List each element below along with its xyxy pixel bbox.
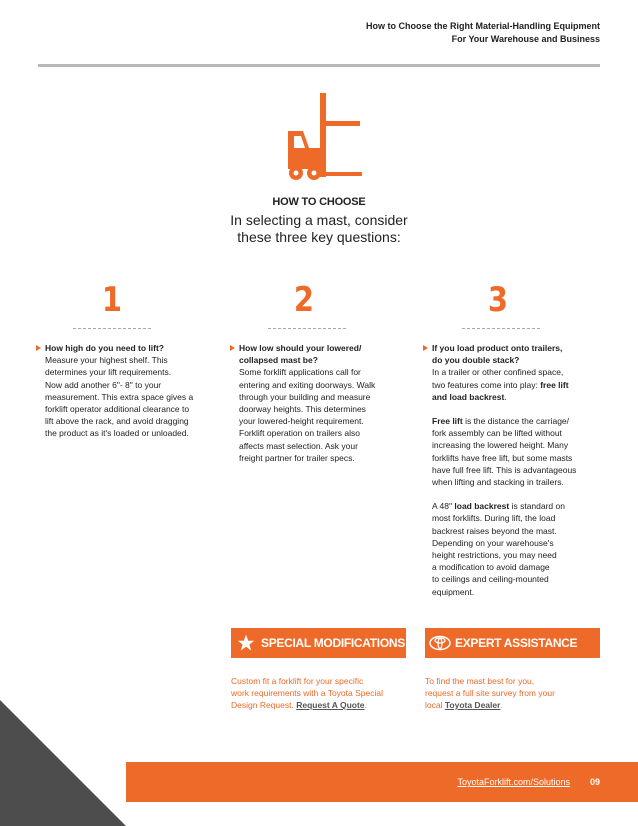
load-backrest-term: load backrest <box>454 501 510 512</box>
q1-body-line: measurement. This extra space gives a <box>45 391 194 402</box>
q3-p3-line: to ceilings and ceiling-mounted <box>432 574 549 585</box>
q3-p3-line: most forklifts. During lift, the load <box>432 513 556 524</box>
free-lift-term: free lift <box>540 379 569 390</box>
q3-p2-line: forklifts have free lift, but some masts <box>432 452 573 463</box>
q3-p1-line: In a trailer or other confined space, <box>432 367 564 378</box>
document-header <box>366 20 600 46</box>
question-1-title: How high do you need to lift? <box>45 342 225 354</box>
special-modifications-label: SPECIAL MODIFICATIONS <box>261 636 405 650</box>
question-2-title: How low should your lowered/ <box>239 342 419 354</box>
expert-assistance-label: EXPERT ASSISTANCE <box>455 636 578 650</box>
expert-assistance-banner <box>425 628 600 658</box>
q2-body-line: entering and exiting doorways. Walk <box>239 379 376 390</box>
bullet-arrow-icon <box>423 345 428 351</box>
toyota-dealer-link[interactable]: Toyota Dealer <box>444 700 501 710</box>
q3-p3-line1: A 48" load backrest is standard on <box>432 501 565 512</box>
q3-p2-line: have full free lift. This is advantageous <box>432 464 577 475</box>
q1-body-line: Now add another 6"- 8" to your <box>45 379 162 390</box>
q3-p3-line: equipment. <box>432 586 475 597</box>
q3-p2-line: when lifting and stacking in trailers. <box>432 477 564 488</box>
toyota-logo-icon <box>425 635 455 651</box>
bullet-arrow-icon <box>230 345 235 351</box>
question-number-2: 2 <box>293 280 315 320</box>
bullet-arrow-icon <box>36 345 41 351</box>
q3-p2-line1: Free lift is the distance the carriage/ <box>432 416 570 427</box>
q1-body-line: lift above the rack, and avoid dragging <box>45 416 189 427</box>
dashed-divider-1 <box>73 328 151 329</box>
request-a-quote-link[interactable]: Request A Quote <box>296 700 365 710</box>
corner-triangle-decoration <box>0 700 126 826</box>
q3-p3-line: height restrictions, you may need <box>432 550 557 561</box>
question-3-block <box>432 342 608 610</box>
q3-paragraph-3 <box>432 500 608 598</box>
q3-paragraph-1 <box>432 366 608 403</box>
q3-p3-line: a modification to avoid damage <box>432 562 550 573</box>
question-3-title: If you load product onto trailers, <box>432 342 608 354</box>
q3-p2-line: increasing the lowered height. Many <box>432 440 569 451</box>
q1-body-line: forklift operator additional clearance to <box>45 404 190 415</box>
header-title-line1: How to Choose the Right Material-Handling Equipment <box>366 21 600 31</box>
q2-body-line: doorway heights. This determines <box>239 404 366 415</box>
q1-body-line: Measure your highest shelf. This <box>45 355 168 366</box>
page-number: 09 <box>589 777 600 787</box>
q3-paragraph-2 <box>432 415 608 488</box>
question-2-title-line2: collapsed mast be? <box>239 355 318 366</box>
how-to-choose-subtitle <box>0 212 638 246</box>
question-1-block <box>45 342 225 440</box>
footer-url-link[interactable]: ToyotaForklift.com/Solutions <box>457 777 570 787</box>
question-2-block <box>239 342 419 464</box>
q2-body-line: Forklift operation on trailers also <box>239 428 360 439</box>
subtitle-line-1: In selecting a mast, consider <box>230 212 408 228</box>
q3-p3-line: Depending on your warehouse's <box>432 537 554 548</box>
q2-body-line: your lowered-height requirement. <box>239 416 364 427</box>
q2-body-line: freight partner for trailer specs. <box>239 452 355 463</box>
q2-body-line: Some forklift applications call for <box>239 367 361 378</box>
q1-body-line: the product as it's loaded or unloaded. <box>45 428 189 439</box>
question-number-1: 1 <box>101 280 123 320</box>
q2-body-line: affects mast selection. Ask your <box>239 440 358 451</box>
how-to-choose-title: HOW TO CHOOSE <box>272 196 366 208</box>
load-backrest-term: and load backrest <box>432 391 505 402</box>
special-modifications-banner <box>231 628 406 658</box>
dashed-divider-2 <box>268 328 346 329</box>
question-number-3: 3 <box>487 280 509 320</box>
q3-p3-line: backrest raises beyond the mast. <box>432 525 557 536</box>
free-lift-term: Free lift <box>432 416 463 427</box>
forklift-icon <box>283 93 363 183</box>
subtitle-line-2: these three key questions: <box>237 229 401 245</box>
q3-p2-line: fork assembly can be lifted without <box>432 428 562 439</box>
q2-body-line: through your building and measure <box>239 391 371 402</box>
expert-assistance-text: To find the mast best for you, request a full site survey from your local Toyota Dealer. <box>425 676 555 710</box>
q3-p1-line3: and load backrest. <box>432 391 507 402</box>
question-3-title-line2: do you double stack? <box>432 355 520 366</box>
q3-p1-line2: two features come into play: free lift <box>432 379 569 390</box>
header-divider <box>38 64 600 67</box>
q1-body-line: determines your lift requirements. <box>45 367 172 378</box>
dashed-divider-3 <box>462 328 540 329</box>
header-title-line2: For Your Warehouse and Business <box>451 34 600 44</box>
special-modifications-text: Custom fit a forklift for your specific work requirements with a Toyota Special Design Request. Request A Quote. <box>231 676 383 710</box>
star-icon <box>231 634 261 652</box>
